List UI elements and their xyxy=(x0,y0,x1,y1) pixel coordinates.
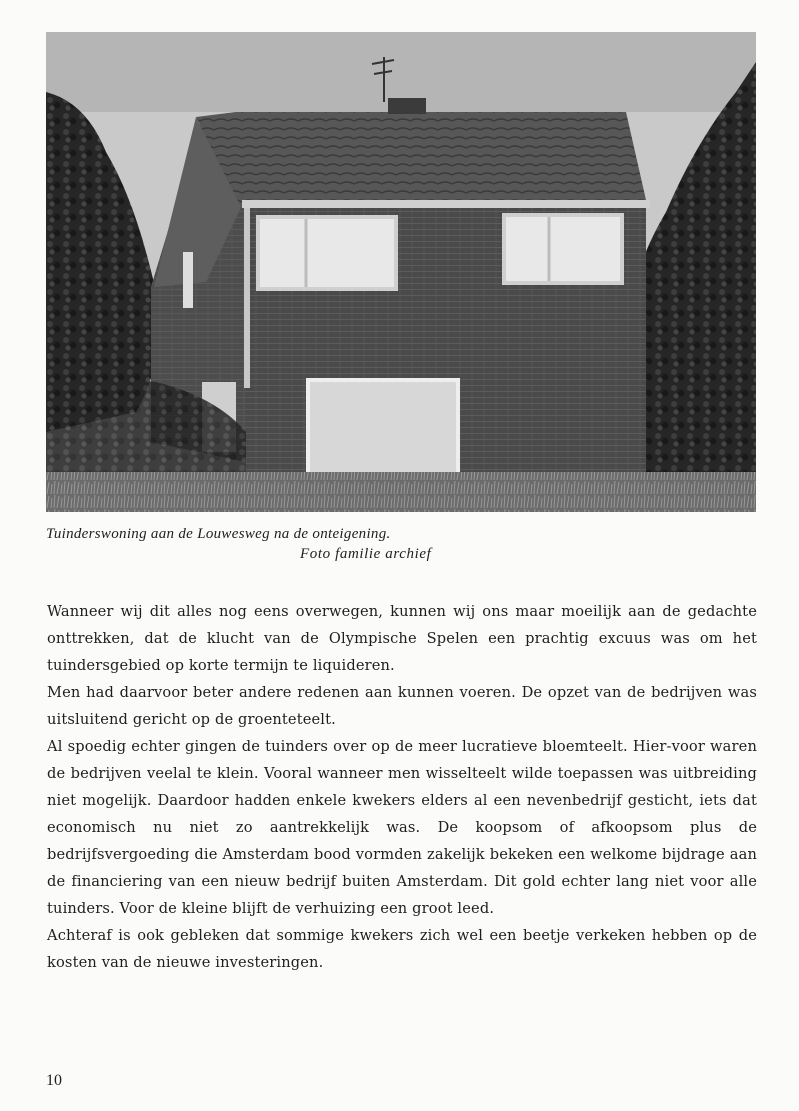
paragraph: Men had daarvoor beter andere redenen aan kunnen voeren. De opzet van de bedrijven was uitsluitend gericht op de groenteteelt. xyxy=(47,684,757,728)
paragraph: Achteraf is ook gebleken dat sommige kwekers zich wel een beetje verkeken hebben op de kosten van de nieuwe investeringen. xyxy=(47,927,757,971)
page-number: 10 xyxy=(46,1072,62,1089)
caption-title: Tuinderswoning aan de Louwesweg na de onteigening. xyxy=(46,526,391,542)
body-text xyxy=(47,598,757,976)
paragraph: Wanneer wij dit alles nog eens overwegen, kunnen wij ons maar moeilijk aan de gedachte onttrekken, dat de klucht van de Olympische Spelen een prachtig excuus was om het tuindersgebied op korte termijn te liquideren. xyxy=(47,603,757,674)
caption-credit: Foto familie archief xyxy=(300,546,432,562)
house-photo xyxy=(46,32,756,512)
paragraph: Al spoedig echter gingen de tuinders over op de meer lucratieve bloemteelt. Hier-voor waren de bedrijven veelal te klein. Vooral wanneer men wisselteelt wilde toepassen was uitbreiding niet mogelijk. Daardoor hadden enkele kwekers elders al een nevenbedrijf gesticht, iets dat economisch nu niet zo aantrekkelijk was. De koopsom of afkoopsom plus de bedrijfsvergoeding die Amsterdam bood vormden zakelijk bekeken een welkome bijdrage aan de financiering van een nieuw bedrijf buiten Amsterdam. Dit gold echter lang niet voor alle tuinders. Voor de kleine blijft de verhuizing een groot leed. xyxy=(47,738,757,917)
house-illustration xyxy=(46,32,756,512)
photo-caption xyxy=(46,524,606,564)
